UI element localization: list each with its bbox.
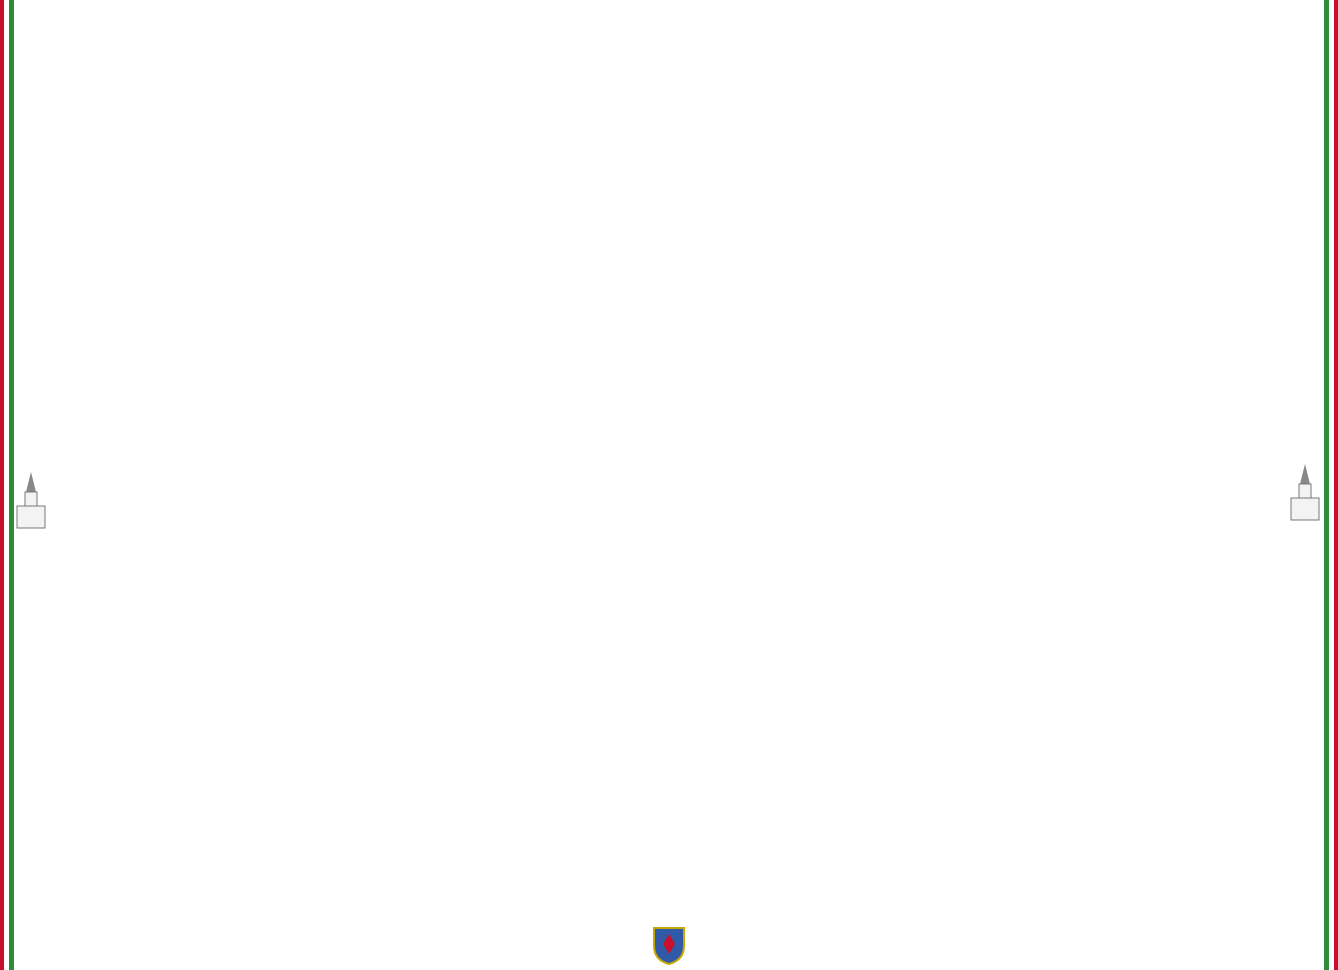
church-icon-left bbox=[14, 470, 48, 530]
church-icon-right bbox=[1288, 462, 1322, 522]
coat-of-arms-icon bbox=[650, 924, 688, 966]
flag-stripe-left bbox=[0, 0, 14, 970]
top-months-row bbox=[22, 66, 1316, 468]
flag-stripe-right bbox=[1324, 0, 1338, 970]
bottom-months-row bbox=[22, 508, 1316, 948]
